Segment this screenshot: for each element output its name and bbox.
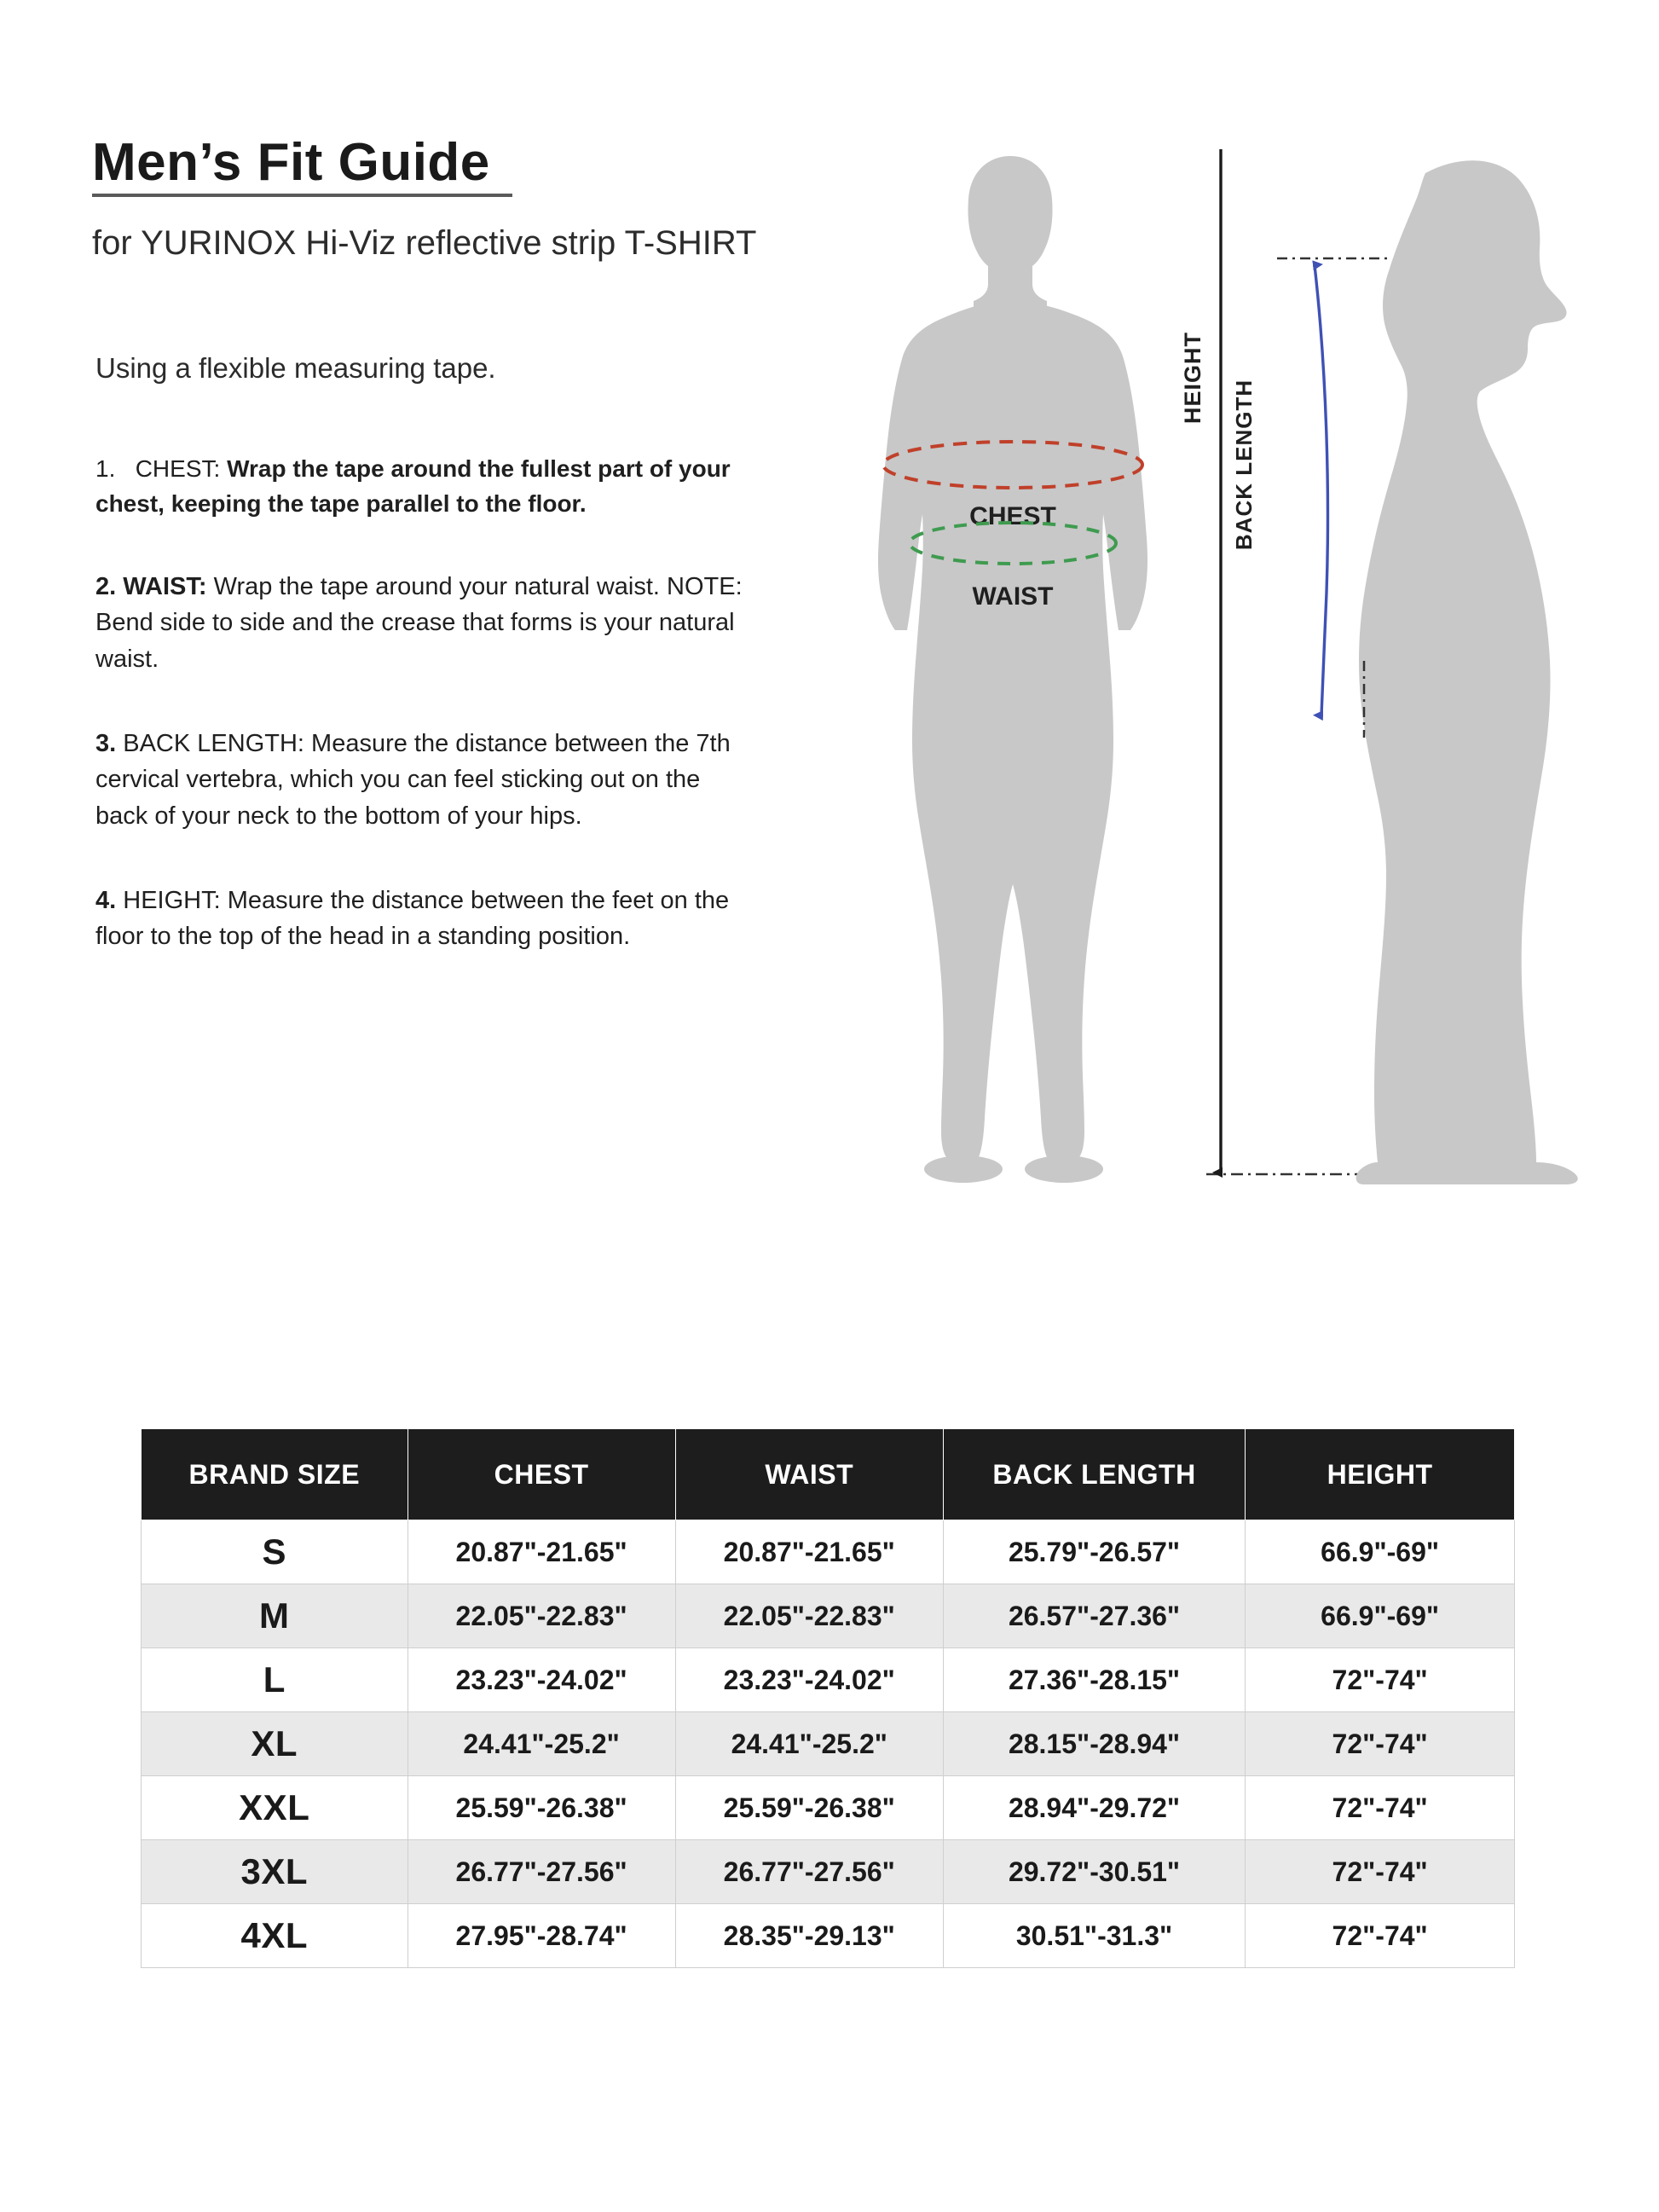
table-row — [142, 1776, 1515, 1840]
table-row — [142, 1840, 1515, 1904]
step-label-height: HEIGHT: — [123, 886, 221, 914]
table-row — [142, 1904, 1515, 1968]
cell-height: 72"-74" — [1246, 1776, 1515, 1840]
cell-size: 3XL — [142, 1840, 408, 1904]
cell-waist: 25.59"-26.38" — [675, 1776, 943, 1840]
column-header-chest: CHEST — [408, 1429, 675, 1520]
cell-size: M — [142, 1584, 408, 1648]
cell-waist: 26.77"-27.56" — [675, 1840, 943, 1904]
step-number-1: 1. — [95, 455, 116, 482]
cell-chest: 20.87"-21.65" — [408, 1520, 675, 1584]
cell-back-length: 30.51"-31.3" — [943, 1904, 1245, 1968]
size-chart-table — [141, 1428, 1515, 1968]
cell-back-length: 28.94"-29.72" — [943, 1776, 1245, 1840]
step-body-back-length: Measure the distance between the 7th cervical vertebra, which you can feel sticking out on the back of your neck to the bottom of your hips. — [95, 729, 731, 830]
step-label-waist: WAIST: — [123, 572, 207, 600]
waist-label: WAIST — [972, 582, 1054, 611]
instruction-step-waist — [95, 569, 743, 678]
column-header-brand-size: BRAND SIZE — [142, 1429, 408, 1520]
step-number-2: 2. — [95, 572, 117, 600]
cell-back-length: 26.57"-27.36" — [943, 1584, 1245, 1648]
cell-chest: 27.95"-28.74" — [408, 1904, 675, 1968]
chest-label: CHEST — [969, 502, 1056, 530]
cell-waist: 23.23"-24.02" — [675, 1648, 943, 1712]
cell-back-length: 29.72"-30.51" — [943, 1840, 1245, 1904]
cell-size: XL — [142, 1712, 408, 1776]
cell-size: S — [142, 1520, 408, 1584]
step-label-chest: CHEST: — [135, 455, 221, 482]
side-body-silhouette — [1356, 160, 1578, 1184]
body-figures-svg — [818, 149, 1611, 1326]
step-number-4: 4. — [95, 886, 117, 914]
cell-chest: 24.41"-25.2" — [408, 1712, 675, 1776]
instruction-step-chest — [95, 451, 743, 521]
cell-chest: 26.77"-27.56" — [408, 1840, 675, 1904]
cell-chest: 23.23"-24.02" — [408, 1648, 675, 1712]
cell-size: L — [142, 1648, 408, 1712]
table-row — [142, 1584, 1515, 1648]
step-body-waist: Wrap the tape around your natural waist. NOTE: Bend side to side and the crease that forms is your natural waist. — [95, 572, 743, 674]
step-body-chest: Wrap the tape around the fullest part of your chest, keeping the tape parallel to the floor. — [95, 455, 731, 517]
cell-back-length: 25.79"-26.57" — [943, 1520, 1245, 1584]
cell-size: 4XL — [142, 1904, 408, 1968]
instruction-step-height — [95, 883, 743, 955]
cell-waist: 24.41"-25.2" — [675, 1712, 943, 1776]
table-row — [142, 1648, 1515, 1712]
cell-height: 72"-74" — [1246, 1840, 1515, 1904]
column-header-waist: WAIST — [675, 1429, 943, 1520]
column-header-height: HEIGHT — [1246, 1429, 1515, 1520]
table-header-row — [142, 1429, 1515, 1520]
cell-height: 72"-74" — [1246, 1904, 1515, 1968]
page-subtitle: for YURINOX Hi-Viz reflective strip T-SHIRT — [92, 224, 757, 263]
intro-text: Using a flexible measuring tape. — [95, 352, 496, 384]
instructions-panel — [95, 350, 743, 1003]
step-body-height: Measure the distance between the feet on the floor to the top of the head in a standing position. — [95, 886, 730, 951]
cell-waist: 22.05"-22.83" — [675, 1584, 943, 1648]
cell-chest: 25.59"-26.38" — [408, 1776, 675, 1840]
table-header — [142, 1429, 1515, 1520]
cell-size: XXL — [142, 1776, 408, 1840]
cell-height: 66.9"-69" — [1246, 1584, 1515, 1648]
table-row — [142, 1712, 1515, 1776]
measurement-diagram — [818, 149, 1611, 1326]
cell-waist: 28.35"-29.13" — [675, 1904, 943, 1968]
back-length-label: BACK LENGTH — [1231, 379, 1257, 551]
table-row — [142, 1520, 1515, 1584]
step-label-back-length: BACK LENGTH: — [123, 729, 304, 757]
step-number-3: 3. — [95, 729, 117, 757]
table-body — [142, 1520, 1515, 1968]
cell-height: 66.9"-69" — [1246, 1520, 1515, 1584]
cell-waist: 20.87"-21.65" — [675, 1520, 943, 1584]
cell-height: 72"-74" — [1246, 1648, 1515, 1712]
cell-back-length: 28.15"-28.94" — [943, 1712, 1245, 1776]
cell-height: 72"-74" — [1246, 1712, 1515, 1776]
height-label: HEIGHT — [1180, 331, 1205, 425]
cell-back-length: 27.36"-28.15" — [943, 1648, 1245, 1712]
page-title: Men’s Fit Guide — [92, 135, 512, 197]
instruction-step-back-length — [95, 726, 743, 835]
size-chart-table-container — [141, 1428, 1515, 1968]
cell-chest: 22.05"-22.83" — [408, 1584, 675, 1648]
front-body-silhouette — [878, 156, 1147, 1183]
column-header-back-length: BACK LENGTH — [943, 1429, 1245, 1520]
